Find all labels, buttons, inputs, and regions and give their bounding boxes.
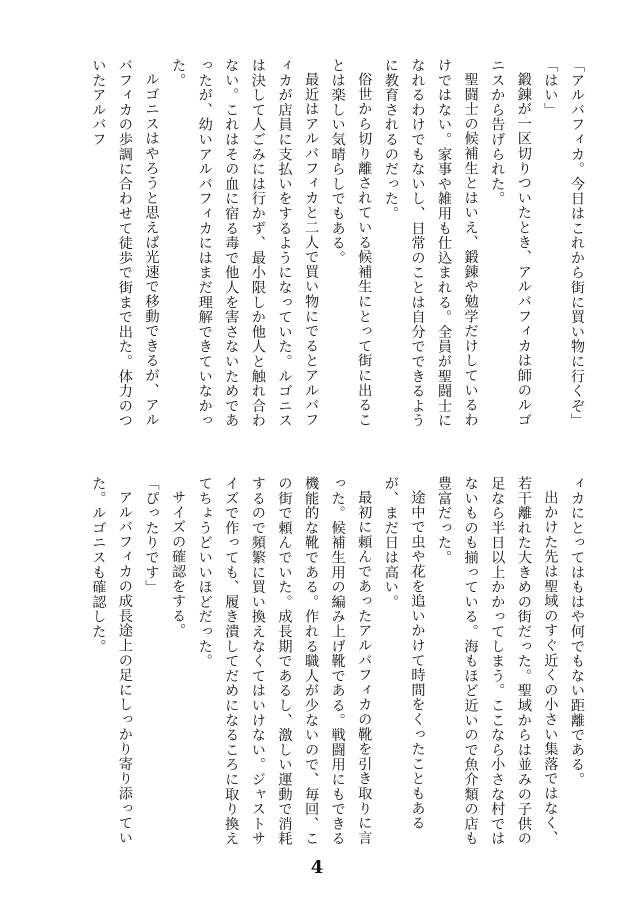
paragraph: 最初に頼んであったアルバフィカの靴を引き取りに言った。候補生用の編み上げ靴である。戦闘用にもできる機能的な靴である。作れる職人が少ないので、毎回、この街で頼んでいた。成長期であるし、激しい運動で消耗するので頻繁に買い換えなくてはいけない。ジャストサイズで作っても、履き潰してだめになるころに取り換えてちょうどいいほどだった。 [196,476,373,846]
paragraph: ルゴニスはやろうと思えば光速で移動できるが、アルバフィカの歩調に合わせて徒歩で街まで出た。体力のついたアルバフ [90,58,160,428]
paragraph: 鍛錬が一区切りついたとき、アルバフィカは師のルゴニスから告げられた。 [489,58,532,428]
dialogue-line: 「アルバフィカ。今日はこれから街に買い物に行くぞ」 [569,58,585,428]
dialogue-line: 「ぴったりです」 [143,476,160,595]
paragraph: 聖闘士の候補生とはいえ、鍛錬や勉学だけしているわけではない。家事や雑用も仕込まれる。全員が聖闘士になれるわけでもないし、日常のことは自分でできるように教育されるのだった。 [382,58,479,428]
page-number: 4 [310,857,324,878]
paragraph-continuation: ィカにとってはもはや何でもない距離である。 [569,476,585,787]
paragraph: 最近はアルバフィカと二人で買い物にでるとアルバフィカが店員に支払いをするようになっていた。ルゴニスは決して人ごみには行かず、最小限しか他人と触れ合わない。これはその血に宿る毒で他人を害さないためであったが、幼いアルバフィカにはまだ理解できていなかった。 [170,58,320,428]
paragraph: アルバフィカの成長途上の足にしっかり寄り添っていた。ルゴニスも確認した。 [90,476,133,846]
upper-text-block [50,58,590,430]
paragraph: 途中で虫や花を追いかけて時間をくったこともあるが、まだ日は高い。 [382,476,426,831]
paragraph: サイズの確認をする。 [170,490,187,639]
paragraph: 俗世から切り離されている候補生にとって街に出ることは楽しい気晴らしでもある。 [329,58,373,428]
paragraph: 出かけた先は聖域のすぐ近くの小さい集落ではなく、若干離れた大きめの街だった。聖域からは並みの子供の足なら半日以上かかってしまう。ここなら小さな村ではないものも揃っている。海もほど近いので魚介類の店も豊富だった。 [436,476,559,846]
lower-text-block [50,476,590,852]
dialogue-line: 「はい」 [542,58,559,118]
